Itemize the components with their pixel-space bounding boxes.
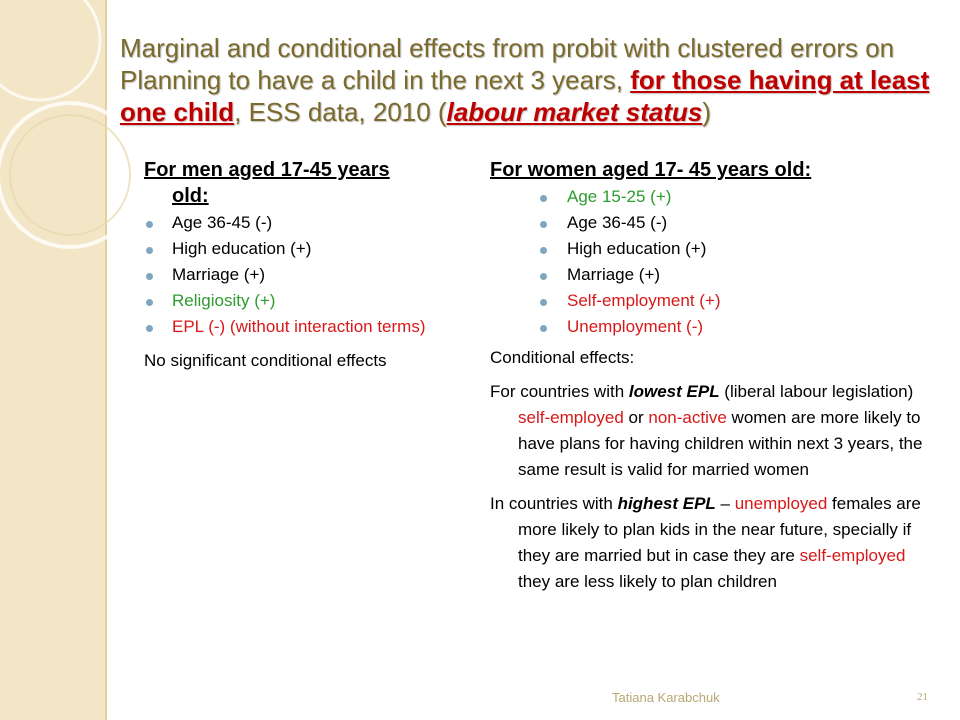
list-item: Marriage (+)	[490, 262, 930, 288]
footer-author: Tatiana Karabchuk	[612, 690, 720, 705]
highest-epl-paragraph: In countries with highest EPL – unemployed females are more likely to plan kids in the near future, specially if they are married but in case they are self-employed they are less likely to plan children	[490, 494, 921, 591]
bullet-icon	[146, 247, 153, 254]
list-item: Age 36-45 (-)	[490, 210, 930, 236]
men-effects-list	[144, 210, 464, 340]
list-item: Age 36-45 (-)	[144, 210, 464, 236]
page-number: 21	[917, 691, 928, 703]
list-item: Religiosity (+)	[144, 288, 464, 314]
bullet-icon	[540, 299, 547, 306]
list-item: Age 15-25 (+)	[490, 184, 930, 210]
women-column	[490, 157, 930, 595]
bullet-icon	[540, 273, 547, 280]
bullet-icon	[540, 221, 547, 228]
title-emphasis-labour: labour market status	[446, 97, 703, 127]
bullet-icon	[146, 325, 153, 332]
bullet-icon	[146, 299, 153, 306]
list-item: Marriage (+)	[144, 262, 464, 288]
list-item: Unemployment (-)	[490, 314, 930, 340]
men-column	[144, 157, 464, 374]
men-conditional-note: No significant conditional effects	[144, 351, 387, 370]
list-item: Self-employment (+)	[490, 288, 930, 314]
bullet-icon	[146, 221, 153, 228]
bullet-icon	[146, 273, 153, 280]
men-heading: For men aged 17-45 years old:	[144, 159, 390, 207]
title-emphasis: for those having at least one child	[120, 65, 930, 127]
list-item: EPL (-) (without interaction terms)	[144, 314, 464, 340]
bullet-icon	[540, 325, 547, 332]
conditional-effects-label: Conditional effects:	[490, 348, 635, 367]
lowest-epl-paragraph: For countries with lowest EPL (liberal labour legislation) self-employed or non-active women are more likely to have plans for having children within next 3 years, the same result is valid for married women	[490, 382, 923, 479]
bullet-icon	[540, 195, 547, 202]
women-heading: For women aged 17- 45 years old:	[490, 159, 812, 181]
list-item: High education (+)	[144, 236, 464, 262]
list-item: High education (+)	[490, 236, 930, 262]
slide-title: Marginal and conditional effects from probit with clustered errors on Planning to have a child in the next 3 years, for those having at least one child, ESS data, 2010 (labour market status)	[120, 33, 930, 127]
bullet-icon	[540, 247, 547, 254]
women-effects-list	[490, 184, 930, 340]
